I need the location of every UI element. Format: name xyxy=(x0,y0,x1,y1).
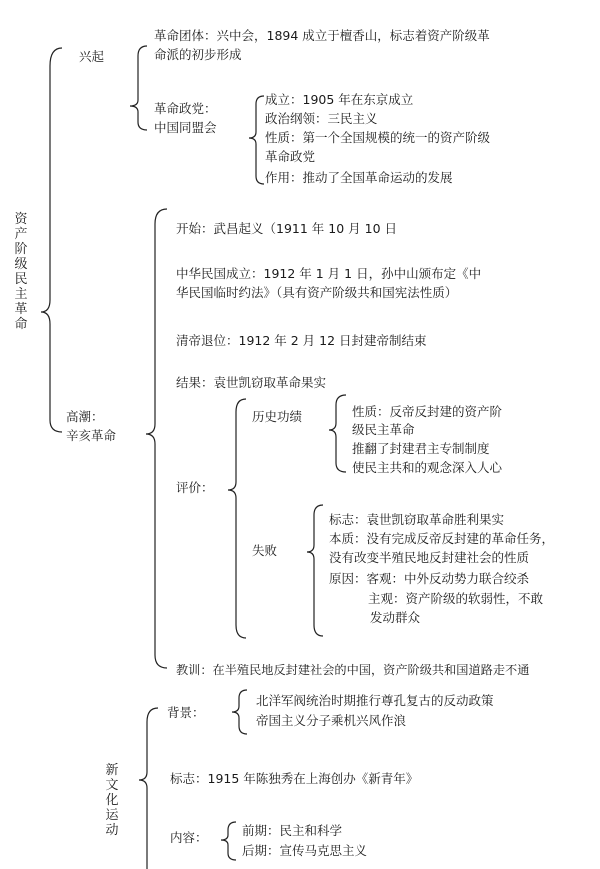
merit-nature-line2: 级民主革命 xyxy=(352,422,415,437)
climax-label-line1: 高潮： xyxy=(66,409,104,424)
root-brace xyxy=(41,48,62,432)
climax-label-line2: 辛亥革命 xyxy=(66,428,117,443)
background-label: 背景： xyxy=(167,705,205,720)
merit-republic: 使民主共和的观念深入人心 xyxy=(352,460,503,475)
party-brace xyxy=(249,96,264,184)
failure-essence-line2: 没有改变半殖民地反封建社会的性质 xyxy=(329,550,530,565)
merit-nature-line1: 性质：反帝反封建的资产阶 xyxy=(352,404,503,419)
failure-cause-subjective-line2: 发动群众 xyxy=(370,610,421,625)
revolutionary-group-line2: 命派的初步形成 xyxy=(154,47,242,62)
merit-label: 历史功绩 xyxy=(252,409,303,424)
content-brace xyxy=(221,822,236,860)
failure-sign: 标志：袁世凯窃取革命胜利果实 xyxy=(329,512,505,527)
party-founded: 成立：1905 年在东京成立 xyxy=(265,92,414,107)
evaluation-brace xyxy=(228,399,246,638)
party-nature-line1: 性质：第一个全国规模的统一的资产阶级 xyxy=(265,130,491,145)
climax-brace xyxy=(146,209,167,668)
background-line1: 北洋军阀统治时期推行尊孔复古的反动政策 xyxy=(256,693,494,708)
content-late: 后期：宣传马克思主义 xyxy=(242,843,368,858)
background-line2: 帝国主义分子乘机兴风作浪 xyxy=(256,713,407,728)
lesson: 教训：在半殖民地反封建社会的中国，资产阶级共和国道路走不通 xyxy=(176,663,530,677)
new-culture-label: 新文化运动 xyxy=(105,763,119,838)
merit-brace xyxy=(329,395,346,472)
party-label-line2: 中国同盟会 xyxy=(154,120,217,135)
uprising-start: 开始：武昌起义（1911 年 10 月 10 日 xyxy=(176,221,397,236)
failure-essence-line1: 本质：没有完成反帝反封建的革命任务， xyxy=(329,531,555,546)
background-brace xyxy=(232,690,247,734)
result: 结果：袁世凯窃取革命果实 xyxy=(176,375,327,390)
new-culture-brace xyxy=(139,708,158,869)
failure-brace xyxy=(307,505,323,636)
rise-brace xyxy=(130,46,147,130)
evaluation-label: 评价： xyxy=(176,480,214,495)
party-program: 政治纲领：三民主义 xyxy=(265,111,378,126)
roc-founded-line2: 华民国临时约法》（具有资产阶级共和国宪法性质） xyxy=(176,285,458,300)
failure-cause-objective: 原因：客观：中外反动势力联合绞杀 xyxy=(329,571,530,586)
merit-overthrew: 推翻了封建君主专制制度 xyxy=(352,441,490,456)
party-role: 作用：推动了全国革命运动的发展 xyxy=(265,170,453,185)
party-label-line1: 革命政党： xyxy=(154,101,217,116)
content-label: 内容： xyxy=(170,830,208,845)
revolutionary-group-line1: 革命团体：兴中会，1894 成立于檀香山，标志着资产阶级革 xyxy=(154,28,490,43)
failure-label: 失败 xyxy=(252,543,278,558)
party-nature-line2: 革命政党 xyxy=(265,149,316,164)
rise-label: 兴起 xyxy=(79,49,105,64)
qing-abdication: 清帝退位：1912 年 2 月 12 日封建帝制结束 xyxy=(176,333,427,348)
new-culture-sign: 标志：1915 年陈独秀在上海创办《新青年》 xyxy=(170,771,419,786)
root-topic-label: 资产阶级民主革命 xyxy=(14,212,28,332)
content-early: 前期：民主和科学 xyxy=(242,823,343,838)
roc-founded-line1: 中华民国成立：1912 年 1 月 1 日，孙中山颁布定《中 xyxy=(176,266,482,281)
failure-cause-subjective-line1: 主观：资产阶级的软弱性，不敢 xyxy=(368,591,544,606)
